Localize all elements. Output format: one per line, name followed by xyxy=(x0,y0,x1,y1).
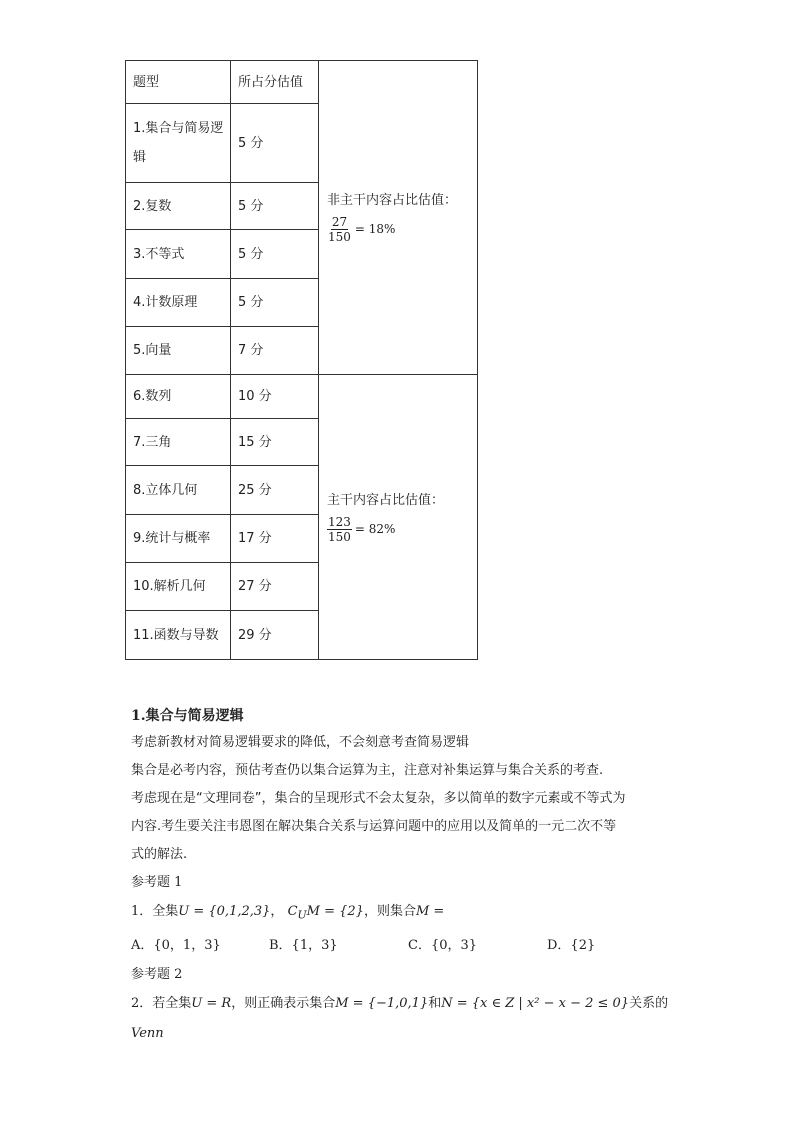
row-score: 5 分 xyxy=(231,279,319,327)
row-score: 10 分 xyxy=(231,375,319,419)
main-denominator: 150 xyxy=(328,529,351,544)
question-1-options xyxy=(131,931,671,961)
q2-prefix: 2．若全集 xyxy=(131,995,192,1011)
row-topic: 10.解析几何 xyxy=(126,563,231,611)
row-score: 27 分 xyxy=(231,563,319,611)
q1-complement-rest: M = {2} xyxy=(306,904,364,919)
paragraph: 考虑现在是“文理同卷”，集合的呈现形式不会太复杂，多以简单的数字元素或不等式为 xyxy=(131,791,626,806)
section-heading: 1.集合与简易逻辑 xyxy=(131,708,244,724)
nonmain-denominator: 150 xyxy=(328,230,351,244)
q1-complement-sub: U xyxy=(297,908,307,922)
row-score: 5 分 xyxy=(231,104,319,183)
row-score: 17 分 xyxy=(231,515,319,563)
nonmain-result: = 18% xyxy=(354,222,396,236)
q1-complement-symbol: C xyxy=(287,904,298,919)
q1-universal-set: U = {0,1,2,3} xyxy=(178,904,271,919)
q1-suffix: ，则集合 xyxy=(363,904,416,919)
row-score: 15 分 xyxy=(231,419,319,466)
paragraph: 考虑新教材对简易逻辑要求的降低，不会刻意考查简易逻辑 xyxy=(131,735,470,750)
row-score: 5 分 xyxy=(231,230,319,279)
summary-nonmain-cell xyxy=(319,61,478,375)
section-content xyxy=(131,703,671,1049)
q1-prefix: 1．全集 xyxy=(131,904,179,919)
row-topic: 9.统计与概率 xyxy=(126,515,231,563)
score-estimate-table xyxy=(125,60,478,660)
summary-main-formula xyxy=(327,515,477,544)
row-topic: 8.立体几何 xyxy=(126,466,231,515)
main-numerator: 123 xyxy=(328,514,351,529)
option-d[interactable]: D．{2} xyxy=(547,937,596,953)
reference-label-2: 参考题 2 xyxy=(131,966,183,982)
q2-set-n: N = {x ∈ Z | x² − x − 2 ≤ 0} xyxy=(441,995,630,1011)
header-topic: 题型 xyxy=(126,61,231,104)
summary-nonmain-label: 非主干内容占比估值： xyxy=(327,193,458,208)
option-a[interactable]: A．{0，1，3} xyxy=(131,937,221,953)
row-score: 5 分 xyxy=(231,183,319,230)
paragraph: 内容.考生要关注韦恩图在解决集合关系与运算问题中的应用以及简单的一元二次不等 xyxy=(131,819,617,834)
row-topic: 11.函数与导数 xyxy=(126,611,231,660)
row-topic: 2.复数 xyxy=(126,183,231,230)
row-score: 25 分 xyxy=(231,466,319,515)
header-score: 所占分估值 xyxy=(231,61,319,104)
paragraph: 式的解法. xyxy=(131,847,188,862)
summary-main-label: 主干内容占比估值： xyxy=(327,492,445,508)
q2-universal-set: U = R xyxy=(191,995,232,1011)
paragraph: 集合是必考内容，预估考查仍以集合运算为主，注意对补集运算与集合关系的考查. xyxy=(131,763,604,778)
summary-main-cell xyxy=(319,375,478,660)
row-topic: 1.集合与简易逻辑 xyxy=(126,104,231,183)
nonmain-numerator: 27 xyxy=(331,215,348,229)
row-score: 29 分 xyxy=(231,611,319,660)
option-b[interactable]: B．{1，3} xyxy=(269,937,338,953)
option-c[interactable]: C．{0，3} xyxy=(408,937,478,953)
summary-nonmain-formula xyxy=(327,215,477,244)
question-1 xyxy=(131,897,671,931)
q2-venn: Venn xyxy=(131,1025,164,1041)
question-2 xyxy=(131,989,671,1049)
row-topic: 5.向量 xyxy=(126,327,231,375)
reference-label-1: 参考题 1 xyxy=(131,875,183,890)
row-topic: 7.三角 xyxy=(126,419,231,466)
row-topic: 6.数列 xyxy=(126,375,231,419)
q2-and: 和 xyxy=(428,995,442,1011)
row-topic: 3.不等式 xyxy=(126,230,231,279)
row-score: 7 分 xyxy=(231,327,319,375)
q2-suffix: 关系的 xyxy=(629,995,669,1011)
main-result: = 82% xyxy=(354,521,396,536)
q2-set-m: M = {−1,0,1} xyxy=(335,995,429,1011)
q1-m-equals: M = xyxy=(415,904,445,919)
q1-separator: ， xyxy=(270,904,284,919)
row-topic: 4.计数原理 xyxy=(126,279,231,327)
q2-mid: ，则正确表示集合 xyxy=(231,995,336,1011)
